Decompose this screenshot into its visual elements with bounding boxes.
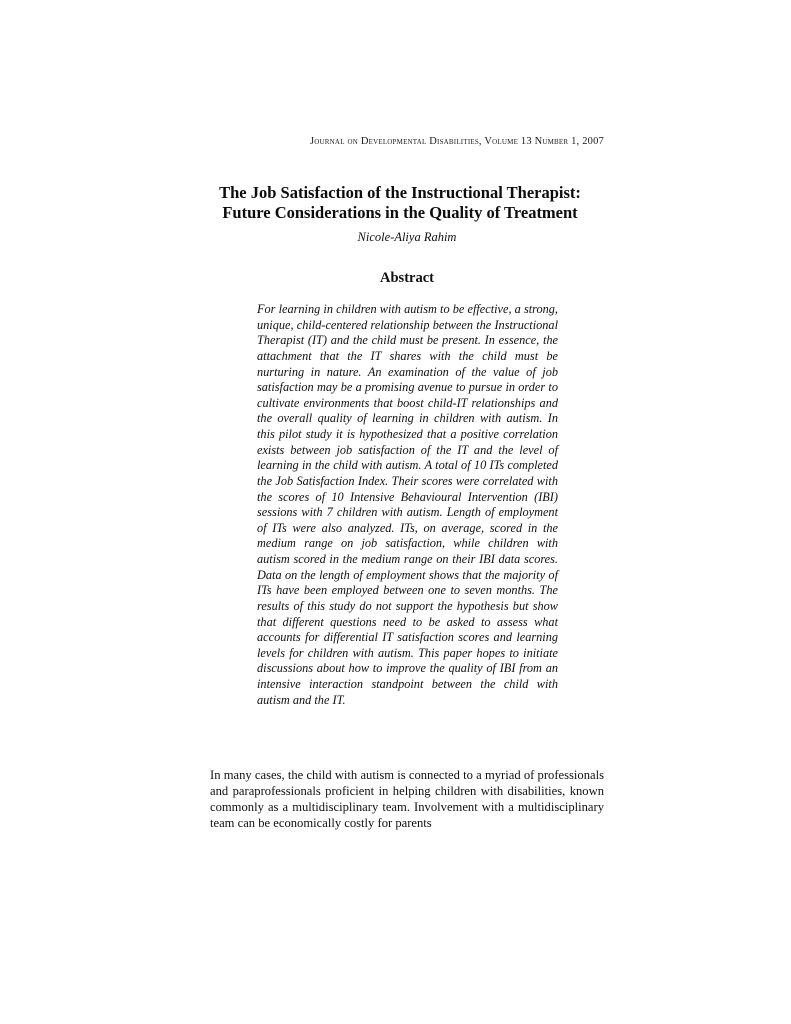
abstract-text: For learning in children with autism to be effective, a strong, unique, child-centered relationship between the Instructional Therapist (IT) and the child must be present. In essence, the attachment that the IT shares with the child must be nurturing in nature. An examination of the value of job satisfaction may be a promising avenue to pursue in order to cultivate environments that boost child-IT relationships and the overall quality of learning in children with autism. In this pilot study it is hypothesized that a positive correlation exists between job satisfaction of the IT and the level of learning in the child with autism. A total of 10 ITs completed the Job Satisfaction Index. Their scores were correlated with the scores of 10 Intensive Behavioural Intervention (IBI) sessions with 7 children with autism. Length of employment of ITs were also analyzed. ITs, on average, scored in the medium range on job satisfaction, while children with autism scored in the medium range on their IBI data scores. Data on the length of employment shows that the majority of ITs have been employed between one to seven months. The results of this study do not support the hypothesis but show that different questions need to be asked to assess what accounts for differential IT satisfaction scores and learning levels for children with autism. This paper hopes to initiate discussions about how to improve the quality of IBI from an intensive interaction standpoint between the child with autism and the IT. bbox=[257, 302, 558, 707]
article-title-line-1: The Job Satisfaction of the Instructional Therapist: bbox=[219, 183, 581, 202]
body-paragraph: In many cases, the child with autism is connected to a myriad of professionals and paraprofessionals proficient in helping children with disabilities, known commonly as a multidisciplinary team. Involvement with a multidisciplinary team can be economically costly for parents bbox=[210, 768, 604, 831]
article-title-line-2: Future Considerations in the Quality of Treatment bbox=[222, 203, 578, 222]
abstract-heading: Abstract bbox=[380, 270, 434, 286]
running-head: Journal on Developmental Disabilities, Volume 13 Number 1, 2007 bbox=[310, 136, 604, 147]
article-title bbox=[180, 183, 620, 223]
author-name: Nicole-Aliya Rahim bbox=[357, 230, 457, 244]
